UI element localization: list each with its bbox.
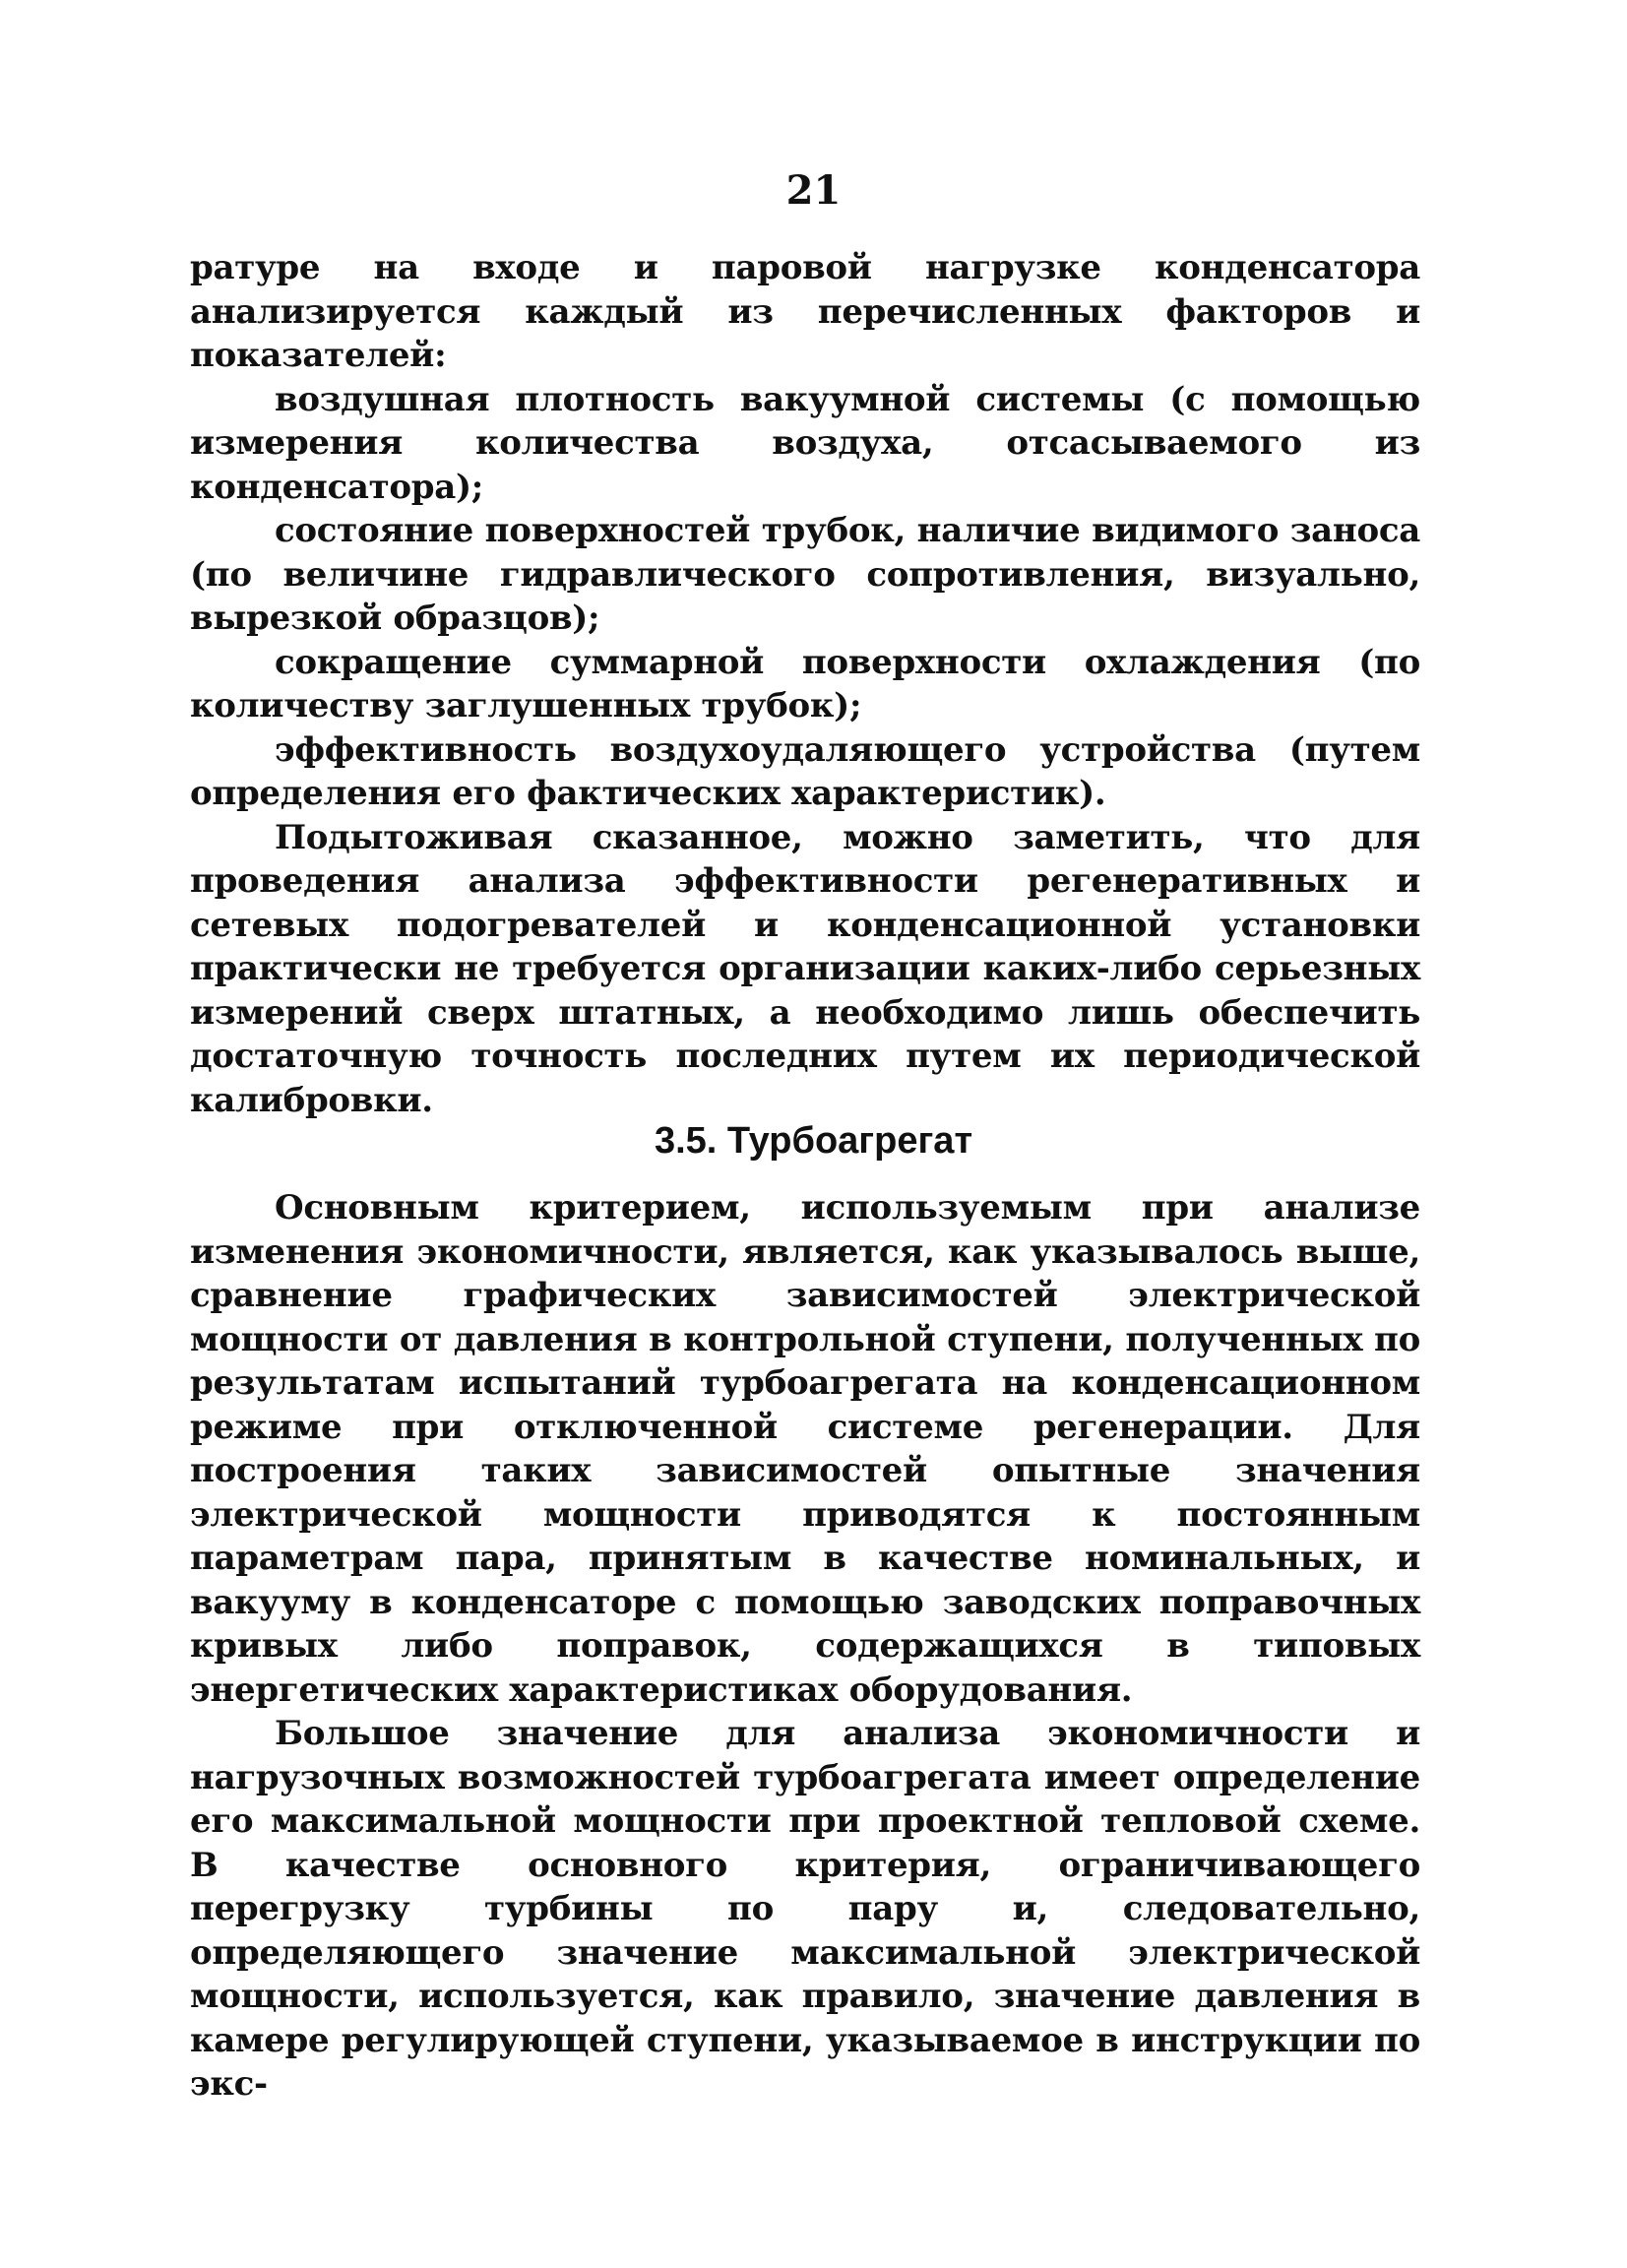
- page-number: 21: [785, 167, 842, 214]
- text-block-intro: [190, 246, 1420, 1122]
- list-item-cooling-surface: сокращение суммарной поверхности охлаждения (по количеству заглушенных трубок);: [190, 642, 1420, 725]
- text-block-turbine: [190, 1186, 1420, 2107]
- paragraph-summary: Подытоживая сказанное, можно заметить, что для проведения анализа эффективности регенеративных и сетевых подогревателей и конденсационной установки практически не требуется организации каких-либо серьезных измерений сверх штатных, а необходимо лишь обеспечить достаточную точность последних путем их периодической калибровки.: [190, 817, 1420, 1120]
- list-item-air-density: воздушная плотность вакуумной системы (с помощью измерения количества воздуха, отсасываемого из конденсатора);: [190, 379, 1420, 507]
- paragraph-max-power: Большое значение для анализа экономичности и нагрузочных возможностей турбоагрегата имеет определение его максимальной мощности при проектной тепловой схеме. В качестве основного критерия, ограничивающего перегрузку турбины по пару и, следовательно, определяющего значение максимальной электрической мощности, используется, как правило, значение давления в камере регулирующей ступени, указываемое в инструкции по экс-: [190, 1714, 1420, 2104]
- paragraph-criterion: Основным критерием, используемым при анализе изменения экономичности, является, как указывалось выше, сравнение графических зависимостей электрической мощности от давления в контрольной ступени, полученных по результатам испытаний турбоагрегата на конденсационном режиме при отключенной системе регенерации. Для построения таких зависимостей опытные значения электрической мощности приводятся к постоянным параметрам пара, принятым в качестве номинальных, и вакууму в конденсаторе с помощью заводских поправочных кривых либо поправок, содержащихся в типовых энергетических характеристиках оборудования.: [190, 1188, 1420, 1710]
- list-item-tube-surface: состояние поверхностей трубок, наличие видимого заноса (по величине гидравлического сопротивления, визуально, вырезкой образцов);: [190, 511, 1420, 638]
- paragraph-continuation: ратуре на входе и паровой нагрузке конденсатора анализируется каждый из перечисленных факторов и показателей:: [190, 248, 1420, 375]
- list-item-air-removal: эффективность воздухоудаляющего устройства (путем определения его фактических характеристик).: [190, 729, 1420, 813]
- section-heading: 3.5. Турбоагрегат: [654, 1120, 973, 1162]
